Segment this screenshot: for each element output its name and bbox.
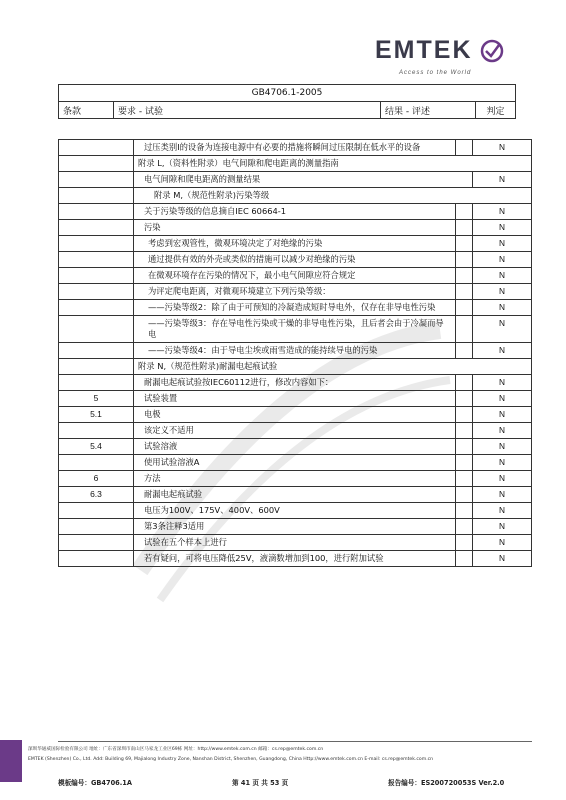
table-row (59, 455, 532, 471)
clause-cell (59, 359, 134, 375)
table-row (59, 487, 532, 503)
annex-title-cell: 附录 M,（规范性附录)污染等级 (134, 188, 532, 204)
requirement-cell: 使用试验溶液A (134, 455, 456, 471)
header-requirement: 要求 - 试验 (114, 102, 381, 119)
table-row (59, 423, 532, 439)
verdict-cell: N (473, 375, 532, 391)
table-row (59, 316, 532, 343)
result-cell (456, 535, 473, 551)
clause-cell (59, 220, 134, 236)
verdict-cell: N (473, 407, 532, 423)
clause-cell: 5.1 (59, 407, 134, 423)
footer-accent-bar (0, 740, 22, 782)
table-row (59, 204, 532, 220)
result-cell (456, 220, 473, 236)
requirement-cell: ——污染等级3：存在导电性污染或干燥的非导电性污染，且后者会由于冷凝而导电 (134, 316, 456, 343)
clause-cell (59, 268, 134, 284)
requirement-cell: 试验装置 (134, 391, 456, 407)
verdict-cell: N (473, 391, 532, 407)
requirement-cell: ——污染等级4：由于导电尘埃或雨雪造成的能持续导电的污染 (134, 343, 456, 359)
header-result: 结果 - 评述 (381, 102, 476, 119)
verdict-cell: N (473, 268, 532, 284)
table-row (59, 172, 532, 188)
test-results-table (58, 139, 532, 567)
requirement-cell: 耐漏电起痕试验 (134, 487, 456, 503)
footer-divider (58, 741, 532, 742)
header-clause: 条款 (59, 102, 114, 119)
verdict-cell: N (473, 140, 532, 156)
clause-cell (59, 343, 134, 359)
requirement-cell: 耐漏电起痕试验按IEC60112进行，修改内容如下： (134, 375, 456, 391)
annex-title-cell: 附录 N,（规范性附录)耐漏电起痕试验 (134, 359, 532, 375)
table-row (59, 220, 532, 236)
table-row (59, 343, 532, 359)
clause-cell: 5 (59, 391, 134, 407)
verdict-cell: N (473, 204, 532, 220)
clause-cell (59, 156, 134, 172)
verdict-cell: N (473, 455, 532, 471)
standard-number: GB4706.1-2005 (59, 85, 516, 102)
logo-tagline: Access to the World (399, 70, 472, 76)
result-cell (456, 471, 473, 487)
clause-cell (59, 535, 134, 551)
verdict-cell: N (473, 220, 532, 236)
requirement-cell: 关于污染等级的信息摘自IEC 60664-1 (134, 204, 456, 220)
requirement-cell: 污染 (134, 220, 456, 236)
clause-cell (59, 503, 134, 519)
requirement-cell: 电极 (134, 407, 456, 423)
requirement-cell: 电压为100V、175V、400V、600V (134, 503, 456, 519)
logo-wordmark: EMTEK (375, 36, 473, 64)
clause-cell (59, 423, 134, 439)
clause-cell (59, 316, 134, 343)
clause-cell: 6 (59, 471, 134, 487)
annex-title-cell: 附录 L,（资料性附录）电气间隙和爬电距离的测量指南 (134, 156, 532, 172)
clause-cell (59, 455, 134, 471)
table-row (59, 156, 532, 172)
table-row (59, 300, 532, 316)
table-row (59, 535, 532, 551)
table-row (59, 359, 532, 375)
clause-cell (59, 204, 134, 220)
requirement-cell: 为评定爬电距离，对微观环境建立下列污染等级： (134, 284, 456, 300)
result-cell (456, 391, 473, 407)
table-row (59, 471, 532, 487)
result-cell (456, 204, 473, 220)
template-number: 模板编号：GB4706.1A (58, 779, 132, 787)
verdict-cell: N (473, 487, 532, 503)
clause-cell (59, 252, 134, 268)
clause-cell (59, 551, 134, 567)
result-cell (456, 316, 473, 343)
company-logo (375, 36, 515, 76)
header-verdict: 判定 (476, 102, 516, 119)
table-row (59, 140, 532, 156)
requirement-cell: 试验溶液 (134, 439, 456, 455)
requirement-cell: 电气间隙和爬电距离的测量结果 (134, 172, 473, 188)
clause-cell (59, 519, 134, 535)
requirement-cell: 第3条注释3适用 (134, 519, 456, 535)
table-row (59, 268, 532, 284)
verdict-cell: N (473, 519, 532, 535)
table-row (59, 236, 532, 252)
verdict-cell: N (473, 423, 532, 439)
result-cell (456, 439, 473, 455)
table-row (59, 551, 532, 567)
requirement-cell: ——污染等级2：除了由于可预知的冷凝造成短时导电外，仅存在非导电性污染 (134, 300, 456, 316)
page-number: 第 41 页 共 53 页 (232, 779, 289, 787)
report-number: 报告编号：ES200720053S Ver.2.0 (388, 779, 505, 787)
verdict-cell: N (473, 172, 532, 188)
verdict-cell: N (473, 316, 532, 343)
table-row (59, 252, 532, 268)
verdict-cell: N (473, 551, 532, 567)
requirement-cell: 若有疑问，可将电压降低25V，液滴数增加到100，进行附加试验 (134, 551, 456, 567)
result-cell (456, 375, 473, 391)
result-cell (456, 300, 473, 316)
result-cell (456, 455, 473, 471)
table-row (59, 503, 532, 519)
clause-cell (59, 375, 134, 391)
requirement-cell: 过压类别Ⅰ的设备为连接电源中有必要的措施将瞬间过压限制在低水平的设备 (134, 140, 456, 156)
logo-check-icon (480, 39, 504, 63)
clause-cell: 6.3 (59, 487, 134, 503)
verdict-cell: N (473, 343, 532, 359)
requirement-cell: 考虑到宏观管性，微观环境决定了对绝缘的污染 (134, 236, 456, 252)
clause-cell (59, 172, 134, 188)
verdict-cell: N (473, 503, 532, 519)
clause-cell (59, 188, 134, 204)
requirement-cell: 在微观环境存在污染的情况下，最小电气间隙应符合规定 (134, 268, 456, 284)
table-row (59, 375, 532, 391)
requirement-cell: 该定义不适用 (134, 423, 456, 439)
requirement-cell: 试验在五个样本上进行 (134, 535, 456, 551)
clause-cell (59, 284, 134, 300)
report-header-table (58, 84, 516, 119)
result-cell (456, 503, 473, 519)
verdict-cell: N (473, 535, 532, 551)
table-row (59, 439, 532, 455)
result-cell (456, 252, 473, 268)
requirement-cell: 方法 (134, 471, 456, 487)
result-cell (456, 551, 473, 567)
table-row (59, 407, 532, 423)
clause-cell (59, 140, 134, 156)
result-cell (456, 140, 473, 156)
table-row (59, 391, 532, 407)
clause-cell (59, 300, 134, 316)
result-cell (456, 236, 473, 252)
verdict-cell: N (473, 439, 532, 455)
result-cell (456, 407, 473, 423)
footer-address-en: EMTEK (Shenzhen) Co., Ltd. Add: Building 69, Majialong Industry Zone, Nanshan District, Shenzhen, Guangdong, China Http://www.emtek.com.cn E-mail: cs.rep@emtek.com.cn (28, 757, 434, 762)
verdict-cell: N (473, 252, 532, 268)
requirement-cell: 通过提供有效的外壳或类似的措施可以减少对绝缘的污染 (134, 252, 456, 268)
table-row (59, 519, 532, 535)
result-cell (456, 343, 473, 359)
table-row (59, 188, 532, 204)
verdict-cell: N (473, 236, 532, 252)
result-cell (456, 423, 473, 439)
footer-address-cn: 深圳华通威国际检验有限公司 地址：广东省深圳市南山区马家龙工业区69栋 网址：http://www.emtek.com.cn 邮箱：cs.rep@emtek.com.cn (28, 747, 324, 752)
result-cell (456, 487, 473, 503)
clause-cell: 5.4 (59, 439, 134, 455)
table-row (59, 284, 532, 300)
verdict-cell: N (473, 284, 532, 300)
result-cell (456, 519, 473, 535)
result-cell (456, 268, 473, 284)
result-cell (456, 284, 473, 300)
verdict-cell: N (473, 300, 532, 316)
verdict-cell: N (473, 471, 532, 487)
clause-cell (59, 236, 134, 252)
